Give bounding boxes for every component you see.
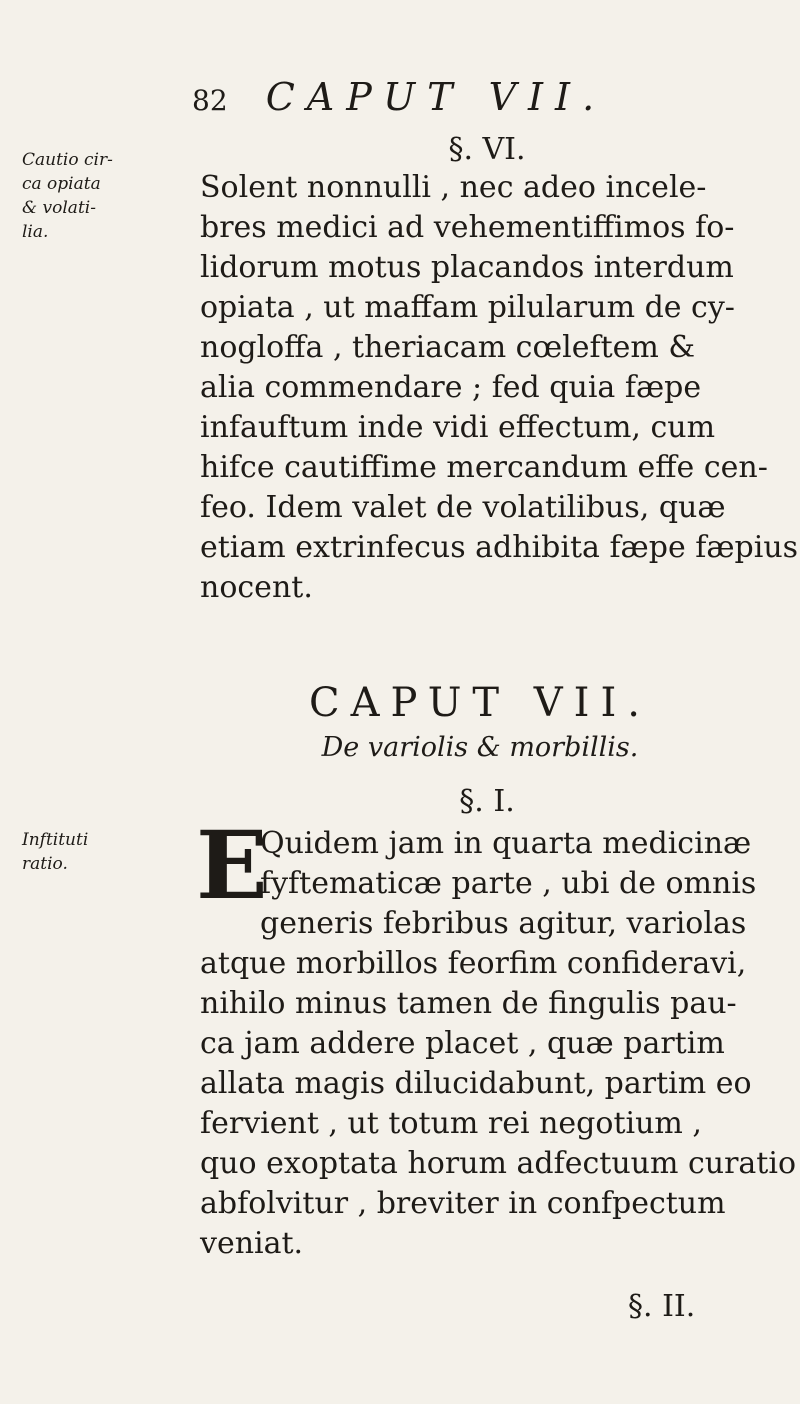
text-line: alia commendare ; fed quia fæpe: [200, 370, 702, 405]
margin-note-line: ca opiata: [22, 174, 101, 194]
section-heading-vi: §. VI.: [448, 132, 526, 167]
text-line: quo exoptata horum adfectuum curatio: [200, 1146, 797, 1181]
chapter-title: CAPUT VII.: [308, 680, 651, 726]
margin-note-line: Inftituti: [22, 830, 89, 850]
drop-cap: E: [196, 811, 268, 921]
margin-note-line: ratio.: [22, 854, 68, 874]
text-line: Solent nonnulli , nec adeo incele-: [200, 170, 707, 205]
section-heading-i: §. I.: [459, 784, 515, 819]
page-number: 82: [192, 84, 228, 117]
text-line: lidorum motus placandos interdum: [200, 250, 734, 285]
text-line: allata magis dilucidabunt, partim eo: [200, 1066, 752, 1101]
text-line: veniat.: [200, 1226, 304, 1261]
text-line: abfolvitur , breviter in confpectum: [200, 1186, 726, 1221]
section-i-indented-text: [260, 824, 784, 944]
text-line: nogloffa , theriacam cœleftem &: [200, 330, 696, 365]
margin-note-line: & volati-: [22, 198, 96, 218]
text-line: feo. Idem valet de volatilibus, quæ: [200, 490, 726, 525]
text-line: ca jam addere placet , quæ partim: [200, 1026, 725, 1061]
running-title: CAPUT VII.: [265, 75, 607, 119]
text-line: atque morbillos feorfim confideravi,: [200, 946, 747, 981]
running-head: [192, 74, 752, 124]
section-vi-text: [200, 168, 799, 608]
text-line: infauftum inde vidi effectum, cum: [200, 410, 716, 445]
text-line: bres medici ad vehementiffimos fo-: [200, 210, 735, 245]
margin-note-line: lia.: [22, 222, 49, 242]
text-line: etiam extrinfecus adhibita fæpe fæpius: [200, 530, 799, 565]
text-line: nocent.: [200, 570, 313, 605]
text-line: nihilo minus tamen de fingulis pau-: [200, 986, 737, 1021]
margin-note-instituti: [22, 828, 142, 876]
section-i-text: [200, 944, 797, 1264]
text-line: fyftematicæ parte , ubi de omnis: [260, 866, 757, 901]
chapter-subtitle: De variolis & morbillis.: [321, 732, 639, 763]
text-line: opiata , ut maffam pilularum de cy-: [200, 290, 735, 325]
margin-note-cautio: [22, 148, 142, 244]
text-line: hifce cautiffime mercandum effe cen-: [200, 450, 768, 485]
margin-note-line: Cautio cir-: [22, 150, 113, 170]
text-line: fervient , ut totum rei negotium ,: [200, 1106, 702, 1141]
text-line: generis febribus agitur, variolas: [260, 906, 747, 941]
text-line: Quidem jam in quarta medicinæ: [260, 826, 752, 861]
catchword: §. II.: [628, 1289, 696, 1324]
